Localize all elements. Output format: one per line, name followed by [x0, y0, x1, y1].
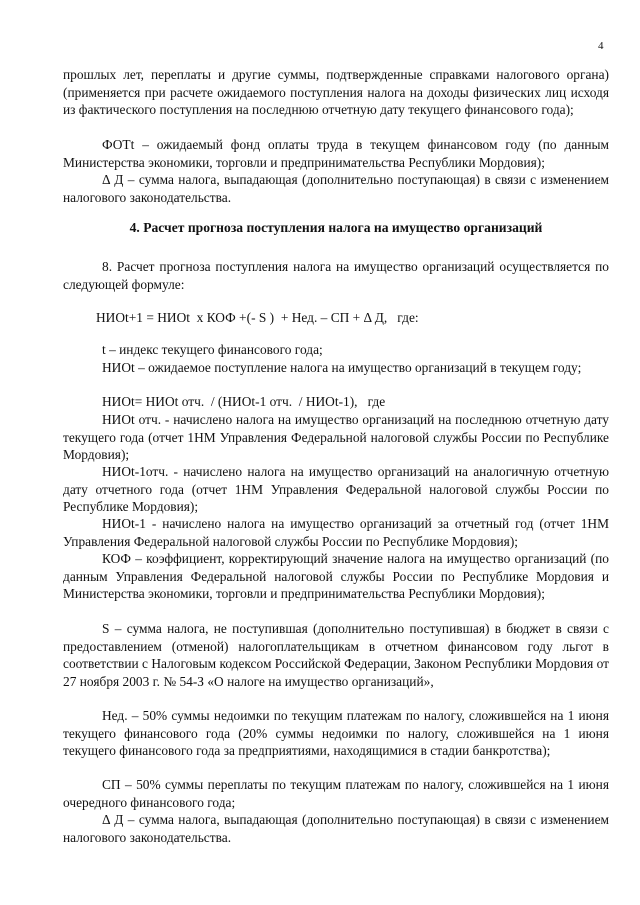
- paragraph-sp: СП – 50% суммы переплаты по текущим платежам по налогу, сложившейся на 1 июня очередного финансового года;: [63, 777, 609, 810]
- paragraph-s: S – сумма налога, не поступившая (дополнительно поступившая) в бюджет в связи с предоставлением (отменой) налогоплательщикам в отчетном финансовом году льгот в соответствии с Налоговым кодексом Российской Федерации, Законом Республики Мордовия от 27 ноября 2003 г. № 54-З «О налоге на имущество организаций»,: [63, 621, 609, 689]
- paragraph-niot1-otch: НИОt-1отч. - начислено налога на имущество организаций на аналогичную отчетную дату отчетного года (отчет 1НМ Управления Федеральной налоговой службы России по Республике Мордовия);: [63, 464, 609, 514]
- paragraph-ned: Нед. – 50% суммы недоимки по текущим платежам по налогу, сложившейся на 1 июня текущего финансового года (20% суммы недоимки по налогу, сложившейся на 1 июня текущего финансового года за предприятиями, находящимися в стадии банкротства);: [63, 708, 609, 758]
- paragraph-niot-otch: НИОt отч. - начислено налога на имущество организаций на последнюю отчетную дату текущего года (отчет 1НМ Управления Федеральной налоговой службы России по Республике Мордовия);: [63, 412, 609, 462]
- section-heading: 4. Расчет прогноза поступления налога на имущество организаций: [129, 220, 543, 235]
- formula-main: НИОt+1 = НИОt х КОФ +(- S ) + Нед. – СП + Δ Д, где:: [96, 310, 419, 325]
- paragraph-8: 8. Расчет прогноза поступления налога на имущество организаций осуществляется по следующей формуле:: [63, 259, 609, 292]
- paragraph-kof: КОФ – коэффициент, корректирующий значение налога на имущество организаций (по данным Управления Федеральной налоговой службы России по Республике Мордовия и Министерства экономики, торговли и предпринимательства Республики Мордовия);: [63, 551, 609, 601]
- paragraph-fot: ФОТt – ожидаемый фонд оплаты труда в текущем финансовом году (по данным Министерства экономики, торговли и предпринимательства Республики Мордовия);: [63, 137, 609, 170]
- paragraph-niot: НИОt – ожидаемое поступление налога на имущество организаций в текущем году;: [102, 360, 582, 375]
- paragraph-niot1: НИОt-1 - начислено налога на имущество организаций за отчетный год (отчет 1НМ Управления Федеральной налоговой службы России по Республике Мордовия);: [63, 516, 609, 549]
- paragraph-t-index: t – индекс текущего финансового года;: [102, 342, 323, 357]
- page-number: 4: [598, 40, 604, 52]
- paragraph-continuation: прошлых лет, переплаты и другие суммы, подтвержденные справками налогового органа) (применяется при расчете ожидаемого поступления налога на доходы физических лиц исходя из фактического поступления на последнюю отчетную дату текущего финансового года);: [63, 67, 609, 117]
- paragraph-delta-d-1: Δ Д – сумма налога, выпадающая (дополнительно поступающая) в связи с изменением налогового законодательства.: [63, 172, 609, 205]
- formula-niot: НИОt= НИОt отч. / (НИОt-1 отч. / НИОt-1), где: [102, 394, 386, 409]
- paragraph-delta-d-2: Δ Д – сумма налога, выпадающая (дополнительно поступающая) в связи с изменением налогового законодательства.: [63, 812, 609, 845]
